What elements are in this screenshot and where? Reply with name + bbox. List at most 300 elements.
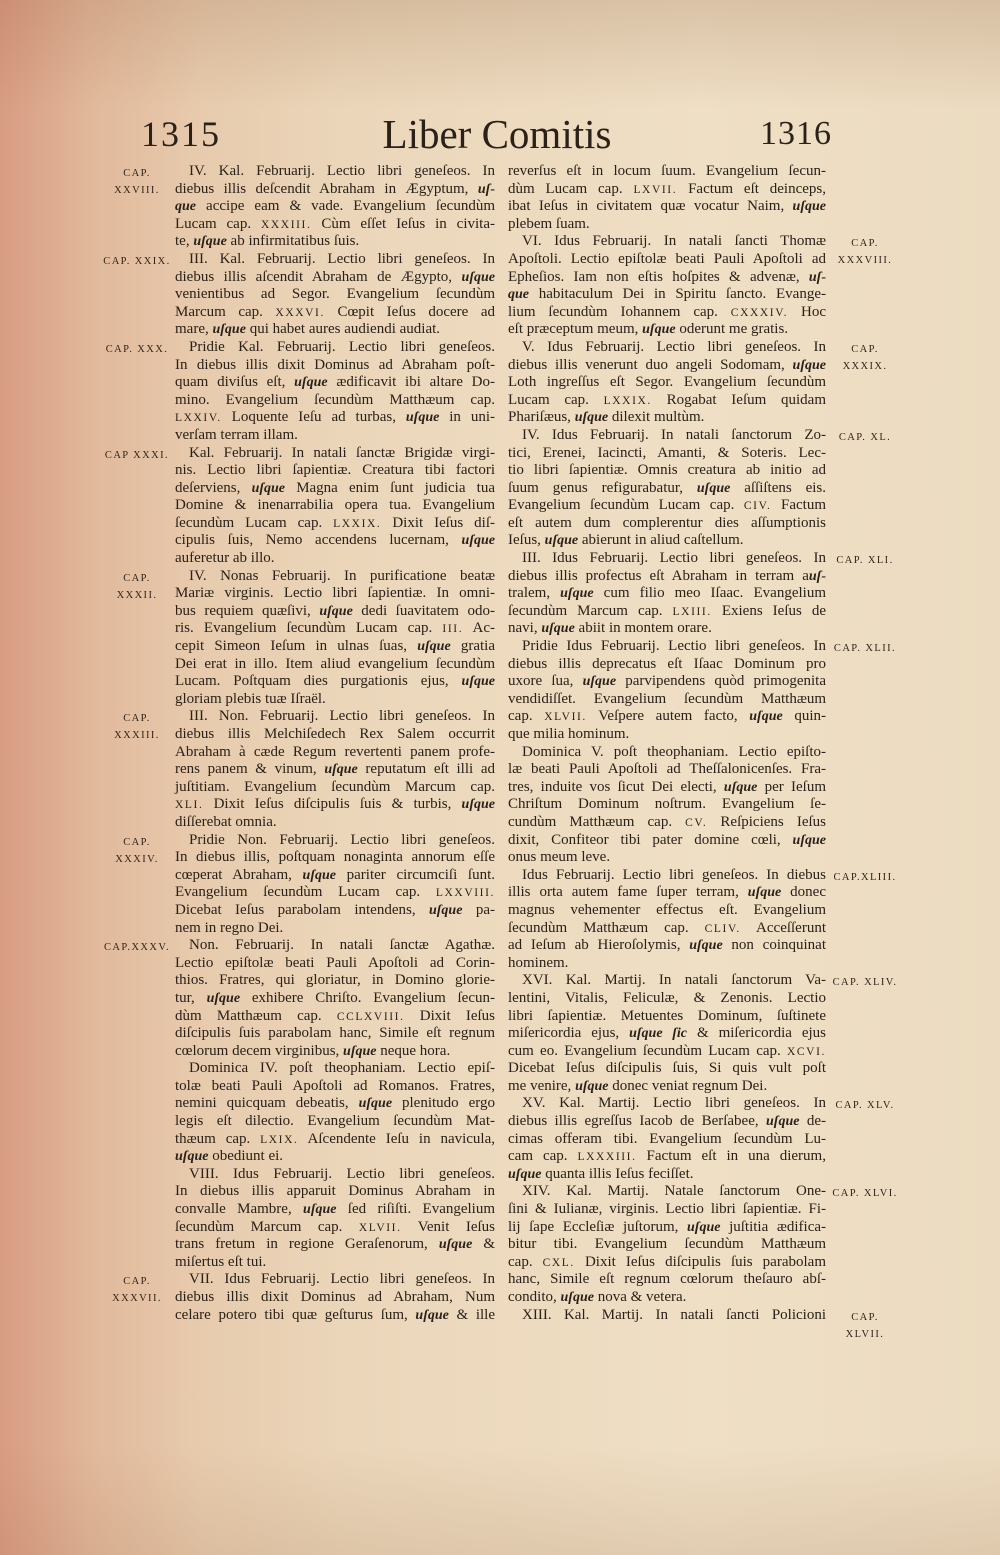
line-text: tio libri ſapientiæ. Omnis creatura ab initio ad xyxy=(508,462,826,479)
italic-word: uſque xyxy=(415,1307,449,1323)
margin-note-chapter xyxy=(102,1273,172,1307)
paragraph xyxy=(104,444,495,568)
text-line xyxy=(175,392,495,410)
line-text: cam cap. LXXXIII. Factum eſt in una dierum, xyxy=(508,1148,826,1165)
italic-word: uſque xyxy=(792,357,826,373)
text-line xyxy=(175,796,495,814)
italic-word: uſque xyxy=(206,990,241,1006)
paragraph xyxy=(508,550,894,638)
line-text: Dicebat Ieſus diſcipulis ſuis, Si quis vult poſt xyxy=(508,1060,826,1077)
text-line xyxy=(189,163,495,181)
text-line xyxy=(522,1183,826,1201)
text-line xyxy=(175,902,495,920)
line-text: tici, Erenei, Iacincti, Amanti, & Soteris. Lec- xyxy=(508,444,826,461)
line-text: deſerviens, uſque Magna enim ſunt judicia tua xyxy=(175,479,495,496)
text-line xyxy=(175,955,495,973)
italic-word: uſque xyxy=(303,1202,337,1218)
line-text: cœperat Abraham, uſque pariter circumciſi ſunt. xyxy=(175,866,496,883)
text-line xyxy=(508,620,826,638)
text-line xyxy=(508,990,826,1008)
line-text: Lucam cap. LXXIX. Rogabat Ieſum quidam xyxy=(508,391,826,408)
text-line xyxy=(508,832,826,850)
margin-note-chapter xyxy=(830,235,900,269)
text-line xyxy=(508,656,826,674)
text-line xyxy=(175,585,495,603)
paragraph xyxy=(508,972,898,1095)
line-text: diſſerebat omnia. xyxy=(175,813,277,830)
line-text: nis. Lectio libri ſapientiæ. Creatura tibi factori xyxy=(175,462,495,479)
chapter-numeral: CXL. xyxy=(542,1256,575,1269)
line-text: IV. Kal. Februarij. Lectio libri geneſeos. In xyxy=(189,163,495,179)
text-line xyxy=(175,269,495,287)
text-line xyxy=(175,1219,495,1237)
text-line xyxy=(522,744,826,762)
running-title: Liber Comitis xyxy=(382,111,612,157)
text-line xyxy=(508,796,826,814)
line-text: Lucam cap. XXXIII. Cùm eſſet Ieſus in civita- xyxy=(175,215,495,232)
line-text: diebus illis aſcendit Abraham de Ægypto, uſque xyxy=(175,268,495,285)
italic-word: uſ- xyxy=(808,568,826,584)
text-line xyxy=(508,497,826,515)
line-text: libri ſapientiæ. Metuentes Dominum, ſuſtinete xyxy=(508,1007,826,1024)
margin-note-chapter xyxy=(830,429,900,446)
text-line xyxy=(175,1095,495,1113)
text-line xyxy=(189,1166,495,1184)
paragraph xyxy=(114,163,495,251)
text-line xyxy=(508,1201,826,1219)
text-line xyxy=(508,1289,826,1307)
line-text: XLI. Dixit Ieſus diſcipulis ſuis & turbis, uſque xyxy=(175,796,495,813)
italic-word: uſque xyxy=(461,797,495,813)
line-text: que milia hominum. xyxy=(508,726,630,742)
line-text: Ieſus, uſque abierunt in aliud caſtellum. xyxy=(508,532,744,549)
italic-word: uſque xyxy=(575,1078,609,1094)
italic-word: uſque xyxy=(792,832,826,848)
line-text: LXXIV. Loquente Ieſu ad turbas, uſque in uni- xyxy=(175,409,495,426)
margin-note-line: CAP. XXIX. xyxy=(103,255,171,267)
line-text: Epheſios. Iam non eſtis hoſpites & advenæ, uſ- xyxy=(508,268,826,285)
text-line xyxy=(175,1008,495,1026)
italic-word: uſque xyxy=(560,1290,594,1305)
line-text: me venire, uſque donec veniat regnum Dei. xyxy=(508,1077,768,1094)
line-text: cum eo. Evangelium ſecundùm Lucam cap. XCVI. xyxy=(508,1042,826,1059)
text-line xyxy=(175,357,495,375)
italic-word: uſque xyxy=(574,410,609,426)
margin-note-chapter xyxy=(830,869,900,886)
line-text: diebus illis venerunt duo angeli Sodomam, uſque xyxy=(508,356,826,373)
line-text: condito, uſque nova & vetera. xyxy=(508,1289,687,1305)
line-text: VIII. Idus Februarij. Lectio libri geneſeos. xyxy=(189,1165,495,1182)
text-line xyxy=(508,1148,826,1166)
chapter-numeral: XLVII. xyxy=(358,1221,402,1234)
chapter-numeral: LXXIV. xyxy=(175,412,222,425)
text-line xyxy=(175,409,495,427)
text-line xyxy=(175,972,495,990)
margin-note-chapter xyxy=(102,570,172,604)
line-text: Pridie Kal. Februarij. Lectio libri geneſeos. xyxy=(189,338,495,355)
line-text: cepit Simeon Ieſum in ulnas ſuas, uſque gratia xyxy=(175,638,496,655)
text-line xyxy=(175,884,495,902)
chapter-numeral: LXXIX. xyxy=(333,517,382,530)
line-text: Dei erat in illo. Item aliud evangelium ſecundùm xyxy=(175,655,495,672)
text-line xyxy=(175,304,495,322)
text-line xyxy=(175,603,495,621)
text-line xyxy=(189,1271,495,1289)
line-text: Non. Februarij. In natali ſanctæ Agathæ. xyxy=(189,937,495,954)
margin-note-line: XXXIV. xyxy=(115,853,159,865)
text-line xyxy=(175,1148,495,1166)
line-text: Marcum cap. XXXVI. Cœpit Ieſus docere ad xyxy=(175,303,495,320)
line-text: tralem, uſque cum filio meo Iſaac. Evangelium xyxy=(508,585,826,602)
line-text: Domine & inenarrabilia opera tua. Evangelium xyxy=(175,497,495,514)
margin-note-line: XXXIX. xyxy=(842,360,888,372)
paragraph xyxy=(175,1166,495,1272)
text-line xyxy=(508,884,826,902)
line-text: ſuum genus refigurabatur, uſque aſſiſtens eis. xyxy=(508,479,826,496)
line-text: cimas offeram tibi. Evangelium ſecundùm Lu- xyxy=(508,1130,826,1147)
text-line xyxy=(522,427,826,445)
line-text: diſcipulis ſuis parabolam hanc, Simile eſt regnum xyxy=(175,1025,495,1042)
text-line xyxy=(175,673,495,691)
line-text: diebus illis profectus eſt Abraham in terram auſ- xyxy=(508,567,826,584)
line-text: rens panem & vinum, uſque reputatum eſt illi ad xyxy=(175,761,495,778)
margin-note-line: CAP. xyxy=(123,1276,151,1288)
margin-note-chapter xyxy=(830,552,900,569)
line-text: thæum cap. LXIX. Aſcendente Ieſu in navicula, xyxy=(175,1130,495,1147)
line-text: Apoſtoli. Lectio epiſtolæ beati Pauli Apoſtoli ad xyxy=(508,250,826,267)
text-line xyxy=(508,1008,826,1026)
line-text: V. Idus Februarij. Lectio libri geneſeos. In xyxy=(522,338,826,355)
chapter-numeral: XCVI. xyxy=(787,1045,826,1058)
line-text: III. Kal. Februarij. Lectio libri geneſeos. In xyxy=(189,250,495,267)
line-text: ad Ieſum ab Hieroſolymis, uſque non coinquinat xyxy=(508,937,826,954)
line-text: nemini quicquam debeatis, uſque plenitudo ergo xyxy=(175,1095,495,1112)
line-text: uſque quanta illis Ieſus feciſſet. xyxy=(508,1165,694,1182)
italic-word: uſque xyxy=(302,867,336,883)
margin-note-chapter xyxy=(102,165,172,199)
italic-word: uſque xyxy=(687,1219,721,1235)
text-line xyxy=(175,1025,495,1043)
text-line xyxy=(508,1254,826,1272)
line-text: XVI. Kal. Martij. In natali ſanctorum Va- xyxy=(522,972,826,989)
italic-word: uſ- xyxy=(477,181,495,197)
text-line xyxy=(508,937,826,955)
line-text: legis eſt dilectio. Evangelium ſecundùm Mat- xyxy=(175,1113,495,1130)
text-line xyxy=(508,568,826,586)
line-text: Chriſtum Dominum noſtrum. Evangelium ſe- xyxy=(508,796,826,813)
text-line xyxy=(175,427,495,445)
line-text: cap. XLVII. Veſpere autem facto, uſque quin- xyxy=(508,708,826,725)
text-line xyxy=(522,1095,826,1113)
paragraph xyxy=(175,1060,495,1166)
paragraph xyxy=(508,866,897,973)
line-text: IV. Nonas Februarij. In purificatione beatæ xyxy=(189,567,495,584)
text-line xyxy=(508,1271,826,1289)
text-line xyxy=(508,269,826,287)
text-line xyxy=(508,779,826,797)
line-text: illis orta autem fame ſuper terram, uſque donec xyxy=(508,884,826,901)
margin-note-line: CAP.XXXV. xyxy=(103,942,171,954)
margin-note-chapter xyxy=(830,341,900,375)
text-line xyxy=(175,726,495,744)
margin-note-line: CAP. xyxy=(123,572,151,584)
text-line xyxy=(175,1254,495,1272)
line-text: que habitaculum Dei in Spiritu ſancto. Evange- xyxy=(508,286,826,303)
italic-word: uſque xyxy=(319,603,353,619)
line-text: diebus illis egreſſus Iacob de Berſabee, uſque de- xyxy=(508,1113,826,1130)
italic-word: uſque xyxy=(405,410,440,426)
text-line xyxy=(175,920,495,938)
text-line xyxy=(189,937,495,955)
text-line xyxy=(175,1183,495,1201)
line-text: Phariſæus, uſque dilexit multùm. xyxy=(508,409,705,426)
margin-note-chapter xyxy=(102,253,172,270)
text-line xyxy=(508,849,826,867)
italic-word: uſque xyxy=(696,480,731,496)
margin-note-line: CAP. xyxy=(851,238,879,250)
text-line xyxy=(508,1113,826,1131)
line-text: In diebus illis, poſtquam nonaginta annorum eſſe xyxy=(175,849,495,866)
paragraph xyxy=(508,744,826,867)
chapter-numeral: CLIV. xyxy=(704,922,741,935)
line-text: cœlorum decem virginibus, uſque neque hora. xyxy=(175,1042,451,1059)
margin-note-chapter xyxy=(830,1309,900,1343)
text-line xyxy=(175,497,495,515)
line-text: Idus Februarij. Lectio libri geneſeos. In diebus xyxy=(522,866,826,883)
text-line xyxy=(508,1060,826,1078)
line-text: XIII. Kal. Martij. In natali ſancti Policioni xyxy=(522,1306,826,1323)
margin-note-line: CAP. xyxy=(851,1311,879,1323)
italic-word: uſque xyxy=(193,234,227,250)
line-text: Dicebat Ieſus parabolam intendens, uſque pa- xyxy=(175,901,495,918)
chapter-numeral: CV. xyxy=(685,816,708,829)
text-line xyxy=(508,814,826,832)
paragraph xyxy=(508,163,826,233)
margin-note-line: CAP. xyxy=(851,343,879,355)
line-text: diebus illis Melchiſedech Rex Salem occurrit xyxy=(175,726,495,742)
line-text: VI. Idus Februarij. In natali ſancti Thomæ xyxy=(522,233,826,250)
paragraph xyxy=(508,1183,898,1306)
text-line xyxy=(508,216,826,234)
line-text: tres, induite vos ſicut Dei electi, uſque per Ieſum xyxy=(508,778,827,795)
italic-word: uſque xyxy=(324,762,358,778)
text-line xyxy=(189,339,495,357)
chapter-numeral: LXXXIII. xyxy=(577,1151,637,1164)
text-line xyxy=(508,708,826,726)
text-line xyxy=(175,867,495,885)
text-line xyxy=(175,744,495,762)
margin-note-line: CAP. XLVI. xyxy=(832,1188,898,1200)
line-text: trans fretum in regione Geraſenorum, uſque & xyxy=(175,1236,495,1253)
line-text: dùm Lucam cap. LXVII. Factum eſt deinceps, xyxy=(508,180,826,197)
text-line xyxy=(508,1043,826,1061)
italic-word: uſque xyxy=(723,779,758,795)
italic-word: uſque xyxy=(544,533,579,549)
line-text: Evangelium ſecundùm Lucam cap. CIV. Factum xyxy=(508,497,827,514)
paragraph xyxy=(112,1271,495,1324)
text-line xyxy=(508,409,826,427)
paragraph xyxy=(508,338,888,427)
line-text: ſecundùm Marcum cap. LXIII. Exiens Ieſus de xyxy=(508,602,826,619)
text-line xyxy=(175,286,495,304)
text-line xyxy=(522,867,826,885)
margin-note-line: XXXII. xyxy=(116,589,158,601)
margin-note-chapter xyxy=(830,1097,900,1114)
text-line xyxy=(189,708,495,726)
text-line xyxy=(508,445,826,463)
text-line xyxy=(175,1236,495,1254)
text-line xyxy=(175,216,495,234)
line-text: uxore ſua, uſque parvipendens quòd primogenita xyxy=(508,673,826,690)
italic-word: uſque xyxy=(461,533,495,549)
text-line xyxy=(508,1236,826,1254)
line-text: venientibus ad Segor. Evangelium ſecundùm xyxy=(175,286,495,303)
text-line xyxy=(508,1131,826,1149)
text-line xyxy=(175,1113,495,1131)
text-line xyxy=(175,779,495,797)
italic-word: uſque xyxy=(251,480,286,496)
line-text: In diebus illis dixit Dominus ad Abraham poſt- xyxy=(175,356,495,373)
text-line xyxy=(175,990,495,1008)
line-text: III. Idus Februarij. Lectio libri geneſeos. In xyxy=(522,550,826,567)
chapter-numeral: LXIII. xyxy=(672,605,712,618)
line-text: convalle Mambre, uſque ſed riſiſti. Evangelium xyxy=(175,1201,496,1218)
text-line xyxy=(522,1307,826,1325)
text-line xyxy=(175,1289,495,1307)
text-line xyxy=(508,392,826,410)
italic-word: uſque xyxy=(792,199,826,215)
margin-note-chapter xyxy=(102,341,172,358)
line-text: diebus illis deſcendit Abraham in Ægyptum, uſ- xyxy=(175,180,495,197)
text-line xyxy=(175,233,495,251)
line-text: verſam terram illam. xyxy=(175,426,298,443)
text-line xyxy=(508,603,826,621)
paragraph xyxy=(115,831,496,938)
text-line xyxy=(175,656,495,674)
line-text: lentini, Vitalis, Feliculæ, & Zenonis. Lectio xyxy=(508,989,826,1006)
paragraph xyxy=(103,937,495,1060)
line-text: vendidiſſet. Evangelium ſecundùm Matthæum xyxy=(508,690,826,707)
text-line xyxy=(175,849,495,867)
line-text: diebus illis dixit Dominus ad Abraham, Num xyxy=(175,1289,495,1305)
text-line xyxy=(189,832,495,850)
italic-word: uſque xyxy=(766,1114,800,1130)
text-line xyxy=(508,1219,826,1237)
paragraph xyxy=(105,338,495,445)
text-line xyxy=(522,550,826,568)
italic-word: uſque xyxy=(582,674,617,690)
line-text: In diebus illis apparuit Dominus Abraham in xyxy=(175,1183,495,1200)
margin-note-line: CAP. xyxy=(123,713,151,725)
text-line xyxy=(508,515,826,533)
text-line xyxy=(508,955,826,973)
margin-note-line: XXXVIII. xyxy=(837,255,893,267)
line-text: læ beati Pauli Apoſtoli ad Theſſalonicenſes. Fra- xyxy=(508,761,826,778)
text-line xyxy=(175,321,495,339)
italic-word: uſque xyxy=(747,885,782,901)
margin-note-chapter xyxy=(830,974,900,991)
margin-note-chapter xyxy=(830,640,900,657)
margin-note-line: CAP. XLV. xyxy=(835,1100,895,1112)
margin-note-line: CAP. XL. xyxy=(838,431,892,443)
italic-word: uſque xyxy=(560,586,594,602)
line-text: VII. Idus Februarij. Lectio libri geneſeos. In xyxy=(189,1271,495,1288)
margin-note-line: CAP XXXI. xyxy=(104,449,170,461)
margin-note-line: CAP. XLII. xyxy=(833,643,897,655)
italic-word: uſque xyxy=(461,674,495,690)
line-text: lium ſecundùm Iohannem cap. CXXXIV. Hoc xyxy=(508,303,826,320)
italic-word: uſque xyxy=(642,322,676,338)
line-text: dùm Matthæum cap. CCLXVIII. Dixit Ieſus xyxy=(175,1007,495,1024)
text-line xyxy=(508,1078,826,1096)
margin-note-line: XXXIII. xyxy=(114,730,160,742)
line-text: plebem ſuam. xyxy=(508,215,590,232)
text-line xyxy=(508,321,826,339)
margin-note-chapter xyxy=(102,939,172,956)
line-text: tolæ beati Pauli Apoſtoli ad Romanos. Fratres, xyxy=(175,1077,495,1094)
chapter-numeral: XLI. xyxy=(175,799,204,812)
line-text: juſtitiam. Evangelium ſecundùm Marcum cap. xyxy=(175,778,495,795)
italic-word: uſque xyxy=(358,1096,393,1112)
text-column-left xyxy=(103,163,496,1324)
text-line xyxy=(175,181,495,199)
line-text: uſque obediunt ei. xyxy=(175,1148,284,1165)
line-text: reverſus eſt in locum ſuum. Evangelium ſecun- xyxy=(508,163,826,179)
line-text: bitur tibi. Evangelium ſecundùm Matthæum xyxy=(508,1236,826,1253)
text-line xyxy=(189,1060,495,1078)
paragraph xyxy=(508,233,893,339)
line-text: miſericordia ejus, uſque ſic & miſericordia ejus xyxy=(508,1025,826,1042)
line-text: onus meum leve. xyxy=(508,849,611,866)
italic-word: que xyxy=(175,199,196,215)
text-line xyxy=(508,251,826,269)
text-line xyxy=(522,972,826,990)
italic-word: que xyxy=(508,287,529,303)
text-line xyxy=(175,814,495,832)
line-text: gloriam plebis tuæ Iſraël. xyxy=(175,690,326,707)
line-text: diebus illis deprecatus eſt Iſaac Dominum pro xyxy=(508,655,826,672)
line-text: cap. CXL. Dixit Ieſus diſcipulis ſuis parabolam xyxy=(508,1253,826,1270)
page-number-left: 1315 xyxy=(141,114,221,154)
text-line xyxy=(522,638,826,656)
text-line xyxy=(508,163,826,181)
text-line xyxy=(508,304,826,322)
line-text: Evangelium ſecundùm Lucam cap. LXXVIII. xyxy=(175,884,495,901)
text-line xyxy=(175,550,495,568)
text-line xyxy=(175,1307,495,1325)
text-line xyxy=(175,620,495,638)
paragraph xyxy=(103,250,495,339)
chapter-numeral: LXXVIII. xyxy=(435,887,495,900)
line-text: celare potero tibi quæ geſturus ſum, uſque & ille xyxy=(175,1306,495,1323)
line-text: Kal. Februarij. In natali ſanctæ Brigidæ virgi- xyxy=(189,444,495,461)
text-line xyxy=(175,198,495,216)
text-line xyxy=(508,357,826,375)
chapter-numeral: LXVII. xyxy=(633,183,678,196)
page-number-right: 1316 xyxy=(760,115,832,152)
text-line xyxy=(508,1166,826,1184)
margin-note-line: CAP. XXX. xyxy=(105,343,169,355)
line-text: te, uſque ab infirmitatibus ſuis. xyxy=(175,233,360,250)
margin-note-line: CAP. xyxy=(123,836,151,848)
line-text: XIV. Kal. Martij. Natale ſanctorum One- xyxy=(522,1183,826,1200)
line-text: navi, uſque abiit in montem orare. xyxy=(508,620,712,637)
italic-word: uſque xyxy=(428,902,463,918)
text-line xyxy=(508,480,826,498)
text-line xyxy=(508,532,826,550)
italic-word: uſque xyxy=(749,709,783,725)
text-line xyxy=(189,251,495,269)
